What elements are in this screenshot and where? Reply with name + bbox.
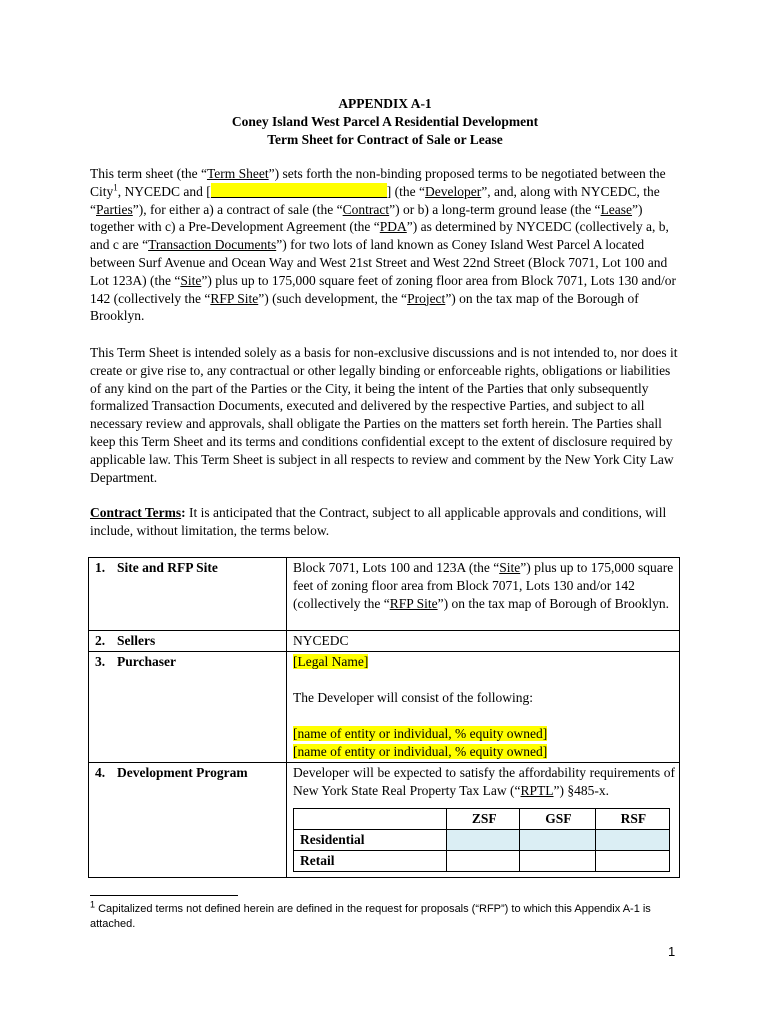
developer-name-blank[interactable] bbox=[211, 183, 387, 198]
table-row: 1. Site and RFP Site Block 7071, Lots 100 and 123A (the “Site”) plus up to 175,000 square feet of zoning floor area from Block 7071, Lots 130 and/or 142 (collectively the “RFP Site”) on the tax map of Borough of Brooklyn. bbox=[89, 558, 680, 631]
footnote-ref: 1 bbox=[113, 182, 118, 193]
table-row: 2. Sellers NYCEDC bbox=[89, 631, 680, 652]
gsf-header: GSF bbox=[520, 809, 596, 830]
residential-label: Residential bbox=[294, 830, 447, 851]
disclaimer-paragraph: This Term Sheet is intended solely as a basis for non-exclusive discussions and is not intended to, nor does it create or give rise to, any contractual or other legally binding or enforceable rights, obligations or liabilities of any kind on the part of the Parties or the City, it being the intent of the Parties that only subsequently formalized Transaction Documents, executed and delivered by the respective Parties, and subject to all necessary review and approvals, shall obligate the Parties on the matters set forth herein. The Parties shall keep this Term Sheet and its terms and conditions confidential except to the extent of disclosure required by applicable law. This Term Sheet is subject in all respects to review and comment by the New York City Law Department. bbox=[90, 345, 678, 485]
contract-terms-paragraph: Contract Terms: It is anticipated that the Contract, subject to all applicable approvals and conditions, will include, without limitation, the terms below. bbox=[90, 505, 667, 538]
page-number: 1 bbox=[668, 944, 676, 959]
row-value: Developer will be expected to satisfy the affordability requirements of New York State Real Property Tax Law (“RPTL”) §485-x. ZSF GSF RSF Residential Retail bbox=[287, 763, 680, 878]
intro-paragraph: This term sheet (the “Term Sheet”) sets forth the non-binding proposed terms to be negotiated between the City$^1$, NYCEDC and [ ] (the “Developer”, and, along with NYCEDC, the “Parties”), for either a) a contract of sale (the “Contract”) or b) a long-term ground lease (the “Lease”) together with c) a Pre-Development Agreement (the “PDA”) as determined by NYCEDC (collectively a, b, and c are “Transaction Documents”) for two lots of land known as Coney Island West Parcel A located between Surf Avenue and Ocean Way and West 21st Street and West 22nd Street (Block 7071, Lot 100 and Lot 123A) (the “Site”) plus up to 175,000 square feet of zoning floor area from Block 7071, Lots 130 and/or 142 (collectively the “RFP Site”) (such development, the “Project”) on the tax map of the Borough of Brooklyn. bbox=[90, 166, 677, 324]
row-label: Site and RFP Site bbox=[117, 560, 218, 575]
legal-name-field[interactable]: [Legal Name] bbox=[293, 654, 369, 669]
document-subtitle: Term Sheet for Contract of Sale or Lease bbox=[267, 132, 503, 147]
appendix-title: APPENDIX A-1 bbox=[338, 96, 432, 111]
footnote-divider bbox=[90, 895, 238, 896]
row-label: Development Program bbox=[117, 765, 248, 780]
zsf-header: ZSF bbox=[447, 809, 520, 830]
residential-zsf-cell[interactable] bbox=[447, 830, 520, 851]
retail-zsf-cell[interactable] bbox=[447, 851, 520, 872]
entity-field-1[interactable]: [name of entity or individual, % equity owned] bbox=[293, 726, 548, 741]
row-value: NYCEDC bbox=[287, 631, 680, 652]
table-row: 3. Purchaser [Legal Name] The Developer will consist of the following: [name of entity or individual, % equity owned] [name of entity or individual, % equity owned] bbox=[89, 652, 680, 763]
footnote: $^1$ Capitalized terms not defined herein are defined in the request for proposals (“RFP”) to which this Appendix A-1 is attached. bbox=[90, 899, 651, 930]
contract-terms-label: Contract Terms bbox=[90, 505, 182, 520]
row-value: Block 7071, Lots 100 and 123A (the “Site”) plus up to 175,000 square feet of zoning floor area from Block 7071, Lots 130 and/or 142 (collectively the “RFP Site”) on the tax map of Borough of Brooklyn. bbox=[287, 558, 680, 631]
row-label: Purchaser bbox=[117, 654, 176, 669]
development-program-table bbox=[293, 808, 670, 872]
retail-rsf-cell[interactable] bbox=[595, 851, 669, 872]
document-title: Coney Island West Parcel A Residential Development bbox=[231, 114, 539, 129]
terms-table bbox=[88, 557, 680, 878]
residential-gsf-cell[interactable] bbox=[520, 830, 596, 851]
residential-rsf-cell[interactable] bbox=[595, 830, 669, 851]
table-row: 4. Development Program Developer will be expected to satisfy the affordability requirements of New York State Real Property Tax Law (“RPTL”) §485-x. ZSF GSF RSF Residential Retail bbox=[89, 763, 680, 878]
row-label: Sellers bbox=[117, 633, 156, 648]
retail-label: Retail bbox=[294, 851, 447, 872]
retail-gsf-cell[interactable] bbox=[520, 851, 596, 872]
entity-field-2[interactable]: [name of entity or individual, % equity owned] bbox=[293, 744, 548, 759]
rsf-header: RSF bbox=[595, 809, 669, 830]
row-value: [Legal Name] The Developer will consist of the following: [name of entity or individual, % equity owned] [name of entity or individual, % equity owned] bbox=[287, 652, 680, 763]
